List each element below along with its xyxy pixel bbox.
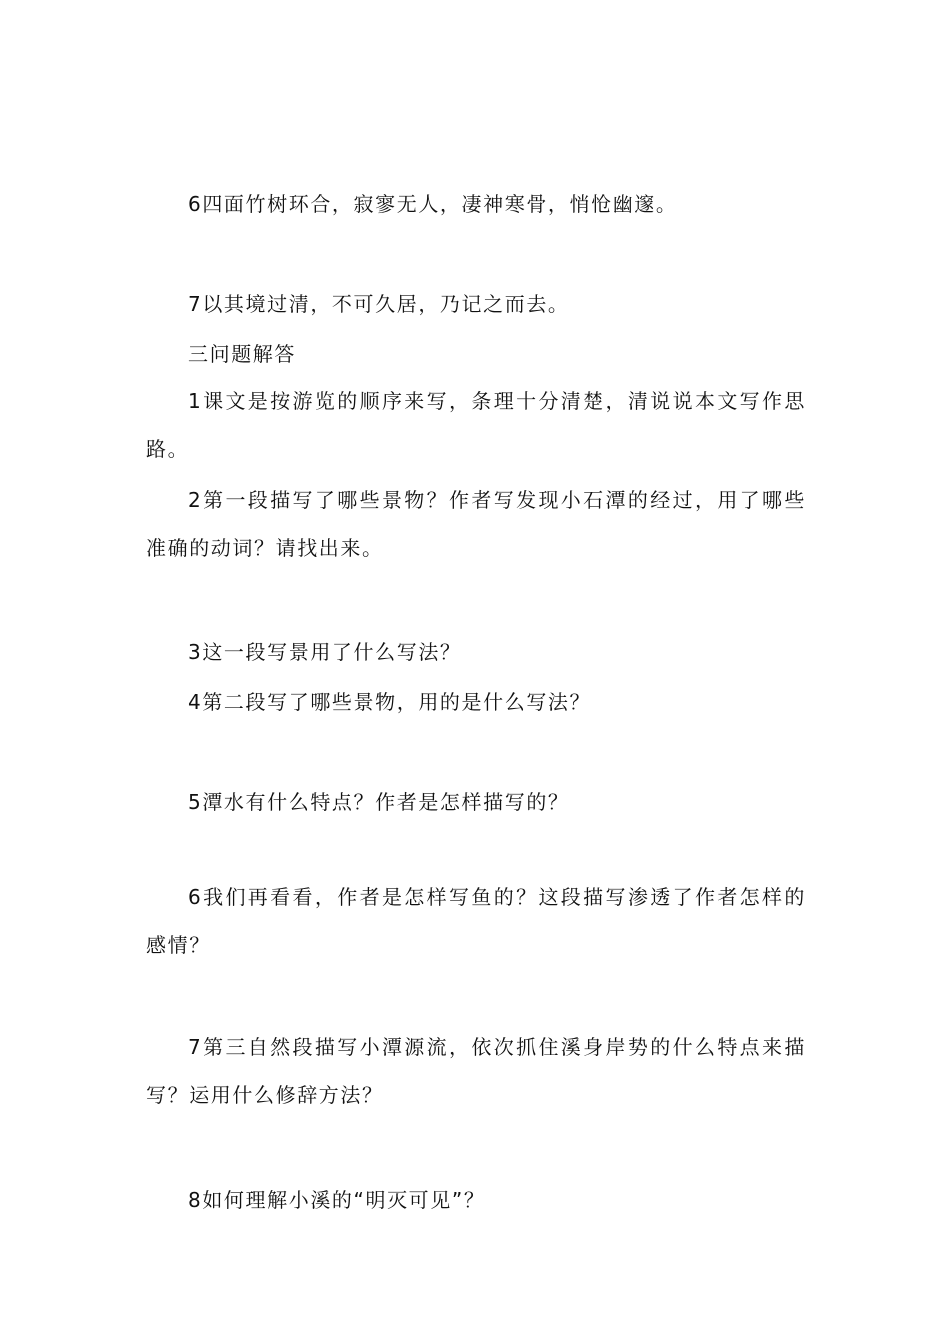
text-line-1: 6四面竹树环合，寂寥无人，凄神寒骨，悄怆幽邃。 xyxy=(188,192,678,216)
question-5: 5潭水有什么特点？作者是怎样描写的？ xyxy=(188,790,570,814)
question-1: 1课文是按游览的顺序来写，条理十分清楚，清说说本文写作思路。 xyxy=(146,389,806,461)
question-2: 2第一段描写了哪些景物？作者写发现小石潭的经过，用了哪些准确的动词？请找出来。 xyxy=(146,488,806,560)
question-4: 4第二段写了哪些景物，用的是什么写法？ xyxy=(188,690,592,714)
question-8: 8如何理解小溪的“明灭可见”？ xyxy=(188,1188,486,1212)
question-6: 6我们再看看，作者是怎样写鱼的？这段描写渗透了作者怎样的感情？ xyxy=(146,885,806,957)
question-3: 3这一段写景用了什么写法？ xyxy=(188,640,462,664)
section-heading: 三问题解答 xyxy=(188,342,296,366)
text-line-2: 7以其境过清，不可久居，乃记之而去。 xyxy=(188,292,570,316)
question-7: 7第三自然段描写小潭源流，依次抓住溪身岸势的什么特点来描写？运用什么修辞方法？ xyxy=(146,1035,806,1107)
